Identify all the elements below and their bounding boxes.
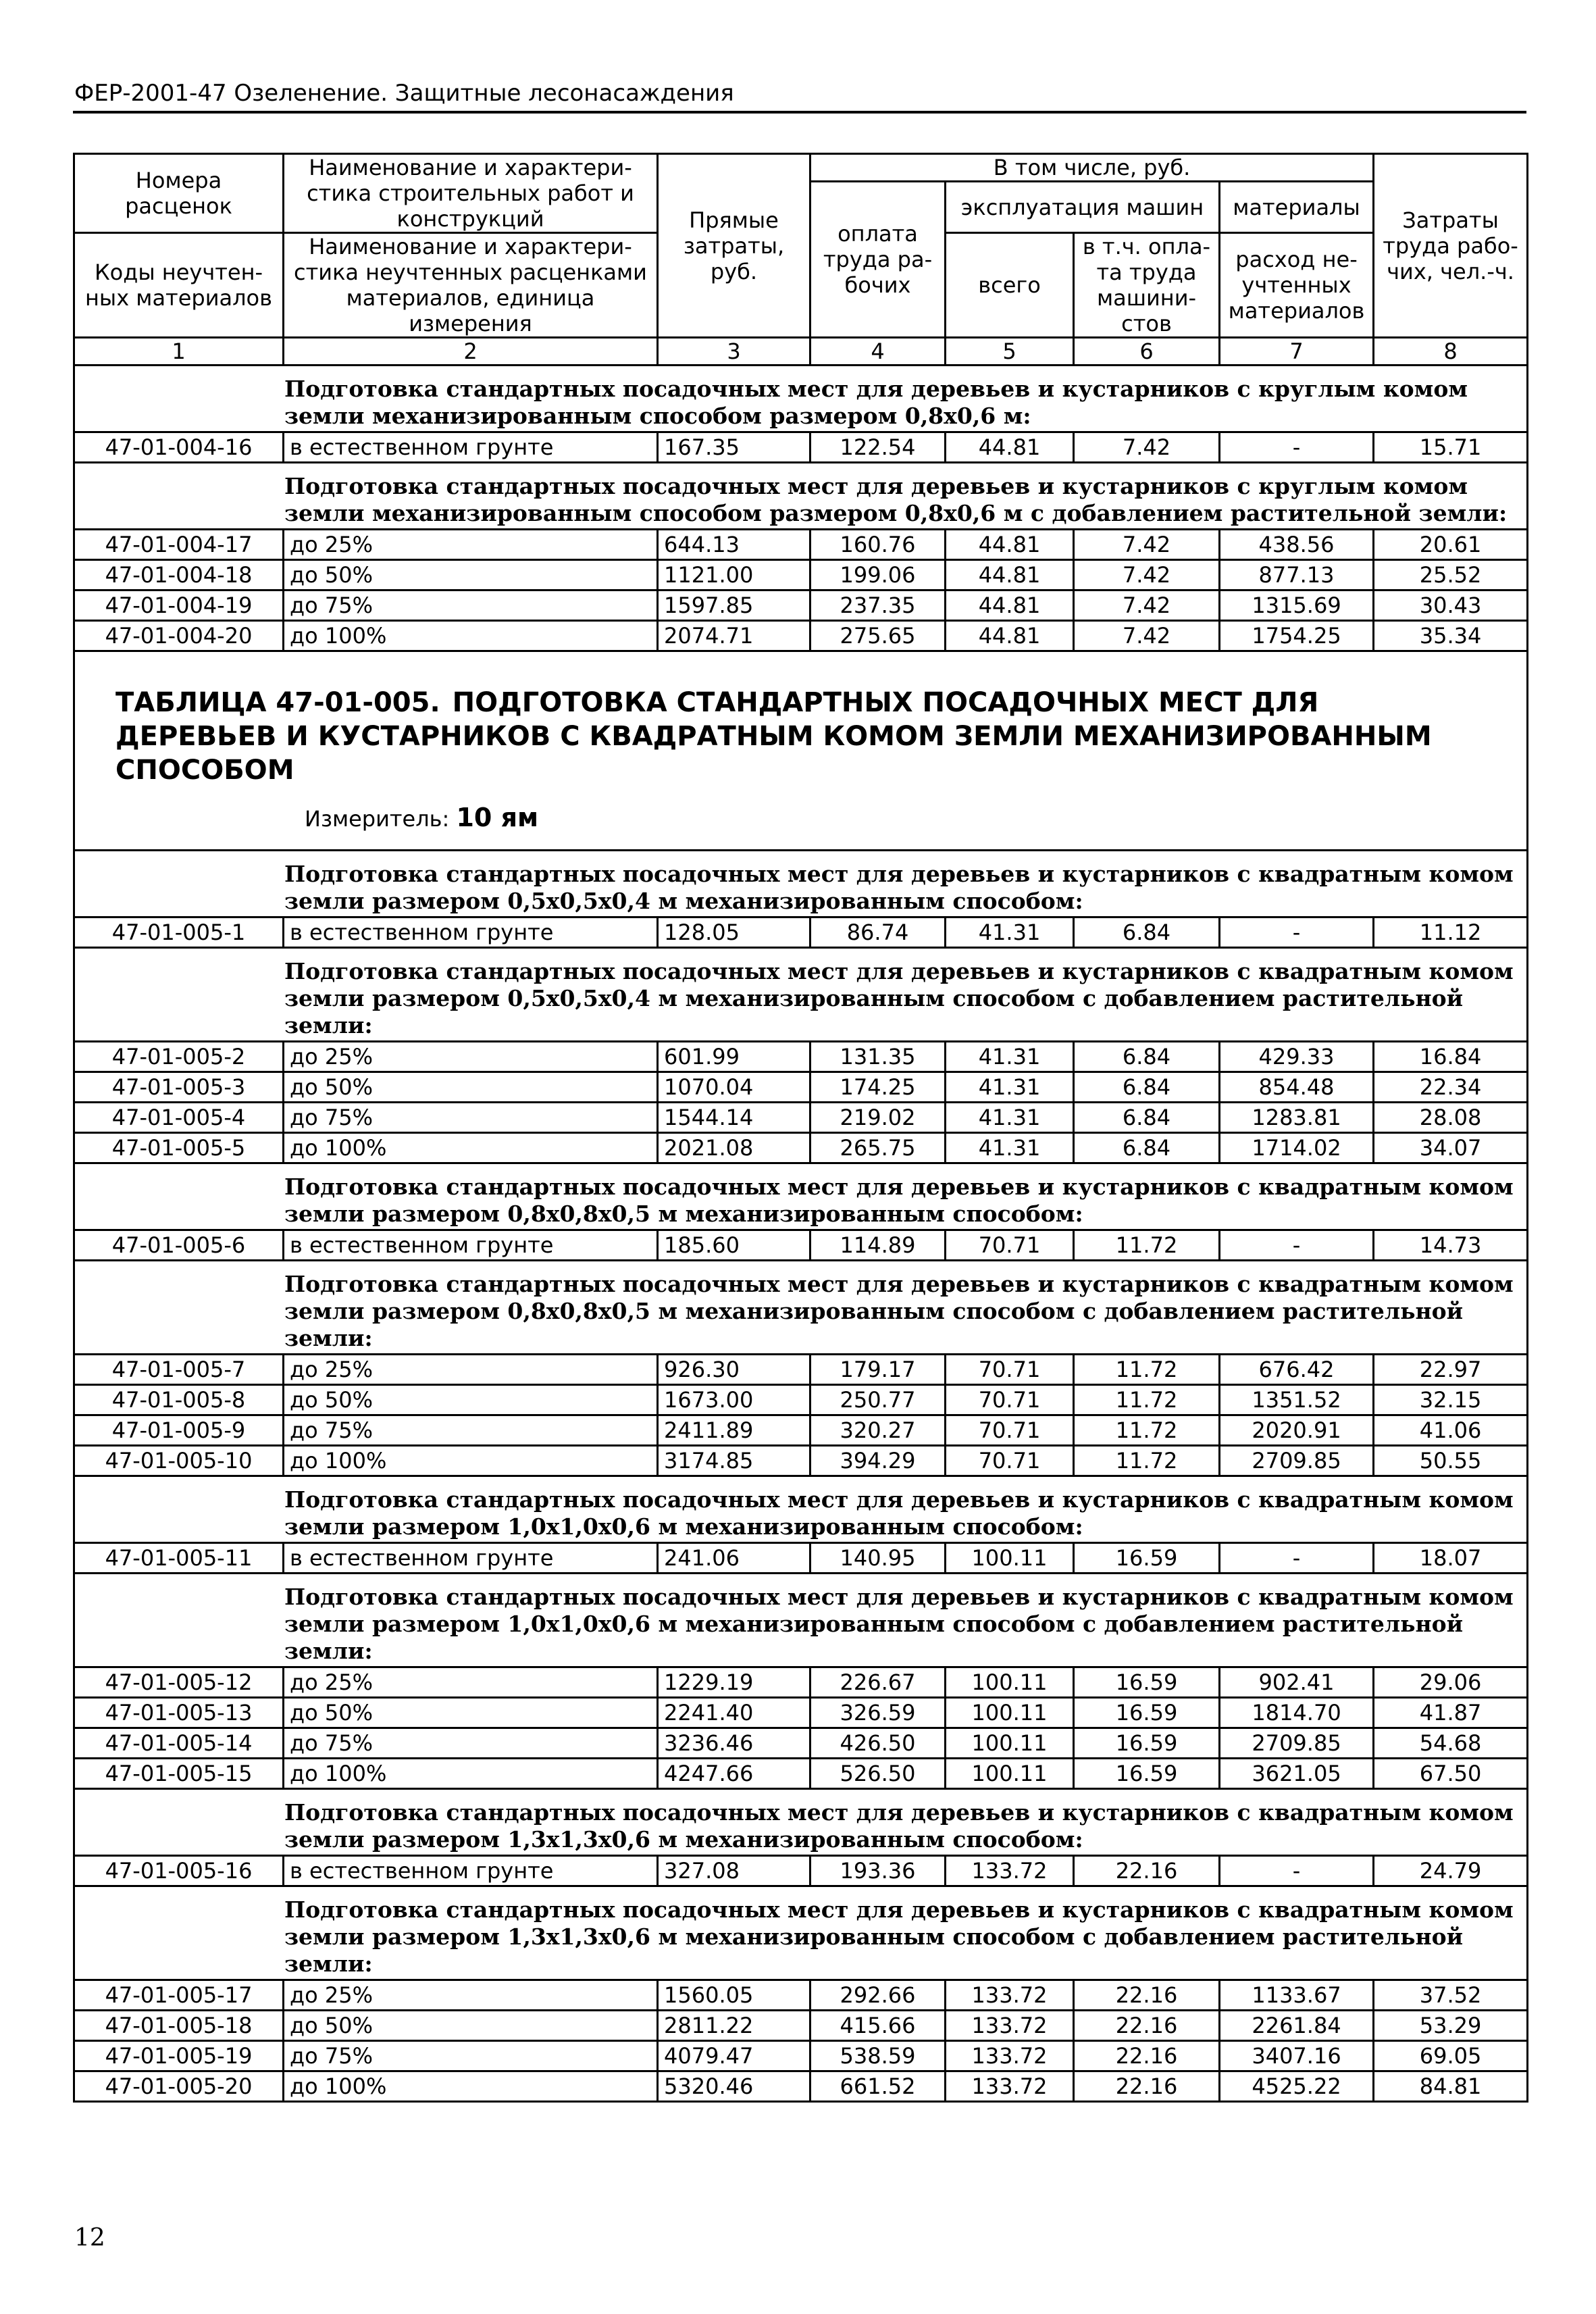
section-heading-row xyxy=(74,366,1528,432)
cell-machines-total: 133.72 xyxy=(946,2071,1074,2102)
table-row xyxy=(74,1355,1528,1385)
cell-operator-pay: 6.84 xyxy=(1074,1072,1220,1103)
cell-direct-costs: 2411.89 xyxy=(658,1415,810,1446)
cell-worker-pay: 199.06 xyxy=(810,560,946,590)
cell-material-usage: 877.13 xyxy=(1220,560,1374,590)
cell-direct-costs: 2811.22 xyxy=(658,2011,810,2041)
cell-worker-pay: 320.27 xyxy=(810,1415,946,1446)
cell-work-name: в естественном грунте xyxy=(284,432,658,463)
unit-of-measure xyxy=(115,805,1486,832)
cell-worker-pay: 193.36 xyxy=(810,1856,946,1886)
cell-labor-hours: 16.84 xyxy=(1374,1042,1528,1072)
cell-labor-hours: 69.05 xyxy=(1374,2041,1528,2071)
section-heading: Подготовка стандартных посадочных мест для деревьев и кустарников с квадратным комом земли размером 1,3х1,3х0,6 м механизированным способом с добавлением растительной земли: xyxy=(74,1886,1528,1980)
cell-direct-costs: 1544.14 xyxy=(658,1103,810,1133)
cell-machines-total: 44.81 xyxy=(946,621,1074,651)
cell-labor-hours: 35.34 xyxy=(1374,621,1528,651)
cell-labor-hours: 14.73 xyxy=(1374,1230,1528,1261)
cell-labor-hours: 25.52 xyxy=(1374,560,1528,590)
cell-rate-code: 47-01-005-1 xyxy=(74,917,284,948)
section-heading: Подготовка стандартных посадочных мест для деревьев и кустарников с круглым комом земли механизированным способом размером 0,8х0,6 м с добавлением растительной земли: xyxy=(74,463,1528,530)
cell-operator-pay: 22.16 xyxy=(1074,2041,1220,2071)
cell-rate-code: 47-01-005-10 xyxy=(74,1446,284,1476)
table-row xyxy=(74,1543,1528,1574)
cell-labor-hours: 30.43 xyxy=(1374,590,1528,621)
unit-label: Измеритель: xyxy=(305,806,450,832)
cell-operator-pay: 22.16 xyxy=(1074,2071,1220,2102)
cell-material-usage: 854.48 xyxy=(1220,1072,1374,1103)
cell-rate-code: 47-01-005-14 xyxy=(74,1728,284,1759)
cell-direct-costs: 1673.00 xyxy=(658,1385,810,1415)
table-row xyxy=(74,530,1528,560)
cell-worker-pay: 131.35 xyxy=(810,1042,946,1072)
cell-machines-total: 133.72 xyxy=(946,2041,1074,2071)
col-operator-pay-header: в т.ч. опла-та труда машини-стов xyxy=(1074,233,1220,338)
col-materials-header: материалы xyxy=(1220,182,1374,233)
cell-machines-total: 70.71 xyxy=(946,1385,1074,1415)
col-number: 3 xyxy=(658,338,810,366)
col-number: 7 xyxy=(1220,338,1374,366)
cell-direct-costs: 3174.85 xyxy=(658,1446,810,1476)
cell-operator-pay: 7.42 xyxy=(1074,590,1220,621)
cell-rate-code: 47-01-005-4 xyxy=(74,1103,284,1133)
section-heading: Подготовка стандартных посадочных мест для деревьев и кустарников с квадратным комом земли размером 1,0х1,0х0,6 м механизированным способом с добавлением растительной земли: xyxy=(74,1574,1528,1667)
cell-machines-total: 44.81 xyxy=(946,432,1074,463)
cell-machines-total: 100.11 xyxy=(946,1698,1074,1728)
cell-rate-code: 47-01-004-20 xyxy=(74,621,284,651)
cell-direct-costs: 2021.08 xyxy=(658,1133,810,1163)
cell-direct-costs: 601.99 xyxy=(658,1042,810,1072)
cell-rate-code: 47-01-005-5 xyxy=(74,1133,284,1163)
cell-work-name: до 75% xyxy=(284,1728,658,1759)
cell-material-usage: 1351.52 xyxy=(1220,1385,1374,1415)
cell-machines-total: 70.71 xyxy=(946,1230,1074,1261)
cell-machines-total: 41.31 xyxy=(946,1072,1074,1103)
section-heading-row xyxy=(74,1886,1528,1980)
cell-direct-costs: 2241.40 xyxy=(658,1698,810,1728)
table-title-text: ПОДГОТОВКА СТАНДАРТНЫХ ПОСАДОЧНЫХ МЕСТ ДЛЯ ДЕРЕВЬЕВ И КУСТАРНИКОВ С КВАДРАТНЫМ КОМОМ ЗЕМЛИ МЕХАНИЗИРОВАННЫМ СПОСОБОМ xyxy=(115,687,1432,786)
cell-material-usage: 438.56 xyxy=(1220,530,1374,560)
cell-work-name: до 100% xyxy=(284,1446,658,1476)
cell-labor-hours: 22.34 xyxy=(1374,1072,1528,1103)
cell-labor-hours: 11.12 xyxy=(1374,917,1528,948)
cell-work-name: до 75% xyxy=(284,2041,658,2071)
section-heading-row xyxy=(74,1163,1528,1230)
cell-rate-code: 47-01-005-17 xyxy=(74,1980,284,2011)
cell-operator-pay: 7.42 xyxy=(1074,432,1220,463)
cell-machines-total: 133.72 xyxy=(946,2011,1074,2041)
table-row xyxy=(74,1856,1528,1886)
table-row xyxy=(74,590,1528,621)
cell-material-usage: 3407.16 xyxy=(1220,2041,1374,2071)
cell-operator-pay: 7.42 xyxy=(1074,560,1220,590)
cell-work-name: до 50% xyxy=(284,1698,658,1728)
cell-direct-costs: 128.05 xyxy=(658,917,810,948)
cell-machines-total: 133.72 xyxy=(946,1980,1074,2011)
section-heading: Подготовка стандартных посадочных мест для деревьев и кустарников с квадратным комом земли размером 0,8х0,8х0,5 м механизированным способом с добавлением растительной земли: xyxy=(74,1261,1528,1355)
cell-worker-pay: 114.89 xyxy=(810,1230,946,1261)
cell-worker-pay: 140.95 xyxy=(810,1543,946,1574)
section-heading: Подготовка стандартных посадочных мест для деревьев и кустарников с квадратным комом земли размером 1,3х1,3х0,6 м механизированным способом: xyxy=(74,1789,1528,1856)
cell-work-name: до 50% xyxy=(284,1072,658,1103)
cell-labor-hours: 67.50 xyxy=(1374,1759,1528,1789)
cell-labor-hours: 54.68 xyxy=(1374,1728,1528,1759)
cell-worker-pay: 526.50 xyxy=(810,1759,946,1789)
cell-labor-hours: 29.06 xyxy=(1374,1667,1528,1698)
cell-work-name: до 25% xyxy=(284,1355,658,1385)
cell-operator-pay: 6.84 xyxy=(1074,917,1220,948)
cell-worker-pay: 219.02 xyxy=(810,1103,946,1133)
cell-rate-code: 47-01-005-3 xyxy=(74,1072,284,1103)
col-work-name-header: Наименование и характери-стика строительных работ и конструкций xyxy=(284,154,658,233)
cell-work-name: до 50% xyxy=(284,1385,658,1415)
cell-rate-code: 47-01-005-6 xyxy=(74,1230,284,1261)
cell-work-name: до 75% xyxy=(284,1415,658,1446)
cell-work-name: до 25% xyxy=(284,1980,658,2011)
cell-machines-total: 133.72 xyxy=(946,1856,1074,1886)
cell-material-usage: 1814.70 xyxy=(1220,1698,1374,1728)
table-header xyxy=(74,154,1528,366)
col-machines-header: эксплуатация машин xyxy=(946,182,1220,233)
cell-machines-total: 70.71 xyxy=(946,1355,1074,1385)
col-machines-total-header: всего xyxy=(946,233,1074,338)
cell-operator-pay: 6.84 xyxy=(1074,1103,1220,1133)
section-heading-row xyxy=(74,463,1528,530)
cell-labor-hours: 20.61 xyxy=(1374,530,1528,560)
section-heading: Подготовка стандартных посадочных мест для деревьев и кустарников с квадратным комом земли размером 0,5х0,5х0,4 м механизированным способом: xyxy=(74,851,1528,917)
cell-worker-pay: 326.59 xyxy=(810,1698,946,1728)
cell-rate-code: 47-01-005-9 xyxy=(74,1415,284,1446)
col-material-usage-header: расход не-учтенных материалов xyxy=(1220,233,1374,338)
section-heading: Подготовка стандартных посадочных мест для деревьев и кустарников с круглым комом земли механизированным способом размером 0,8х0,6 м: xyxy=(74,366,1528,432)
unit-value: 10 ям xyxy=(456,803,539,832)
cell-material-usage: 1315.69 xyxy=(1220,590,1374,621)
cell-direct-costs: 1121.00 xyxy=(658,560,810,590)
cell-machines-total: 100.11 xyxy=(946,1667,1074,1698)
cell-work-name: в естественном грунте xyxy=(284,1230,658,1261)
cell-direct-costs: 1560.05 xyxy=(658,1980,810,2011)
col-number: 8 xyxy=(1374,338,1528,366)
cell-rate-code: 47-01-005-20 xyxy=(74,2071,284,2102)
cell-operator-pay: 7.42 xyxy=(1074,621,1220,651)
col-material-name-header: Наименование и характери-стика неучтенных расценками материалов, единица измерения xyxy=(284,233,658,338)
table-row xyxy=(74,1446,1528,1476)
cell-operator-pay: 7.42 xyxy=(1074,530,1220,560)
table-title-row xyxy=(74,651,1528,851)
table-row xyxy=(74,432,1528,463)
table-row xyxy=(74,2011,1528,2041)
cell-worker-pay: 265.75 xyxy=(810,1133,946,1163)
cell-operator-pay: 11.72 xyxy=(1074,1415,1220,1446)
cell-rate-code: 47-01-004-18 xyxy=(74,560,284,590)
cell-operator-pay: 16.59 xyxy=(1074,1667,1220,1698)
cell-work-name: до 25% xyxy=(284,1042,658,1072)
table-number: ТАБЛИЦА 47-01-005. xyxy=(115,687,440,718)
cell-operator-pay: 16.59 xyxy=(1074,1698,1220,1728)
cell-machines-total: 70.71 xyxy=(946,1446,1074,1476)
table-row xyxy=(74,1980,1528,2011)
section-heading: Подготовка стандартных посадочных мест для деревьев и кустарников с квадратным комом земли размером 1,0х1,0х0,6 м механизированным способом: xyxy=(74,1476,1528,1543)
cell-operator-pay: 22.16 xyxy=(1074,2011,1220,2041)
table-row xyxy=(74,1759,1528,1789)
col-number: 5 xyxy=(946,338,1074,366)
cell-worker-pay: 122.54 xyxy=(810,432,946,463)
table-row xyxy=(74,1415,1528,1446)
cell-worker-pay: 86.74 xyxy=(810,917,946,948)
cell-labor-hours: 24.79 xyxy=(1374,1856,1528,1886)
table-row xyxy=(74,1385,1528,1415)
cell-machines-total: 100.11 xyxy=(946,1759,1074,1789)
running-head-rule xyxy=(73,111,1526,114)
cell-operator-pay: 6.84 xyxy=(1074,1042,1220,1072)
cell-material-usage: - xyxy=(1220,917,1374,948)
table-row xyxy=(74,621,1528,651)
cell-operator-pay: 16.59 xyxy=(1074,1759,1220,1789)
cell-direct-costs: 5320.46 xyxy=(658,2071,810,2102)
table-row xyxy=(74,1728,1528,1759)
cell-machines-total: 41.31 xyxy=(946,917,1074,948)
cell-labor-hours: 37.52 xyxy=(1374,1980,1528,2011)
price-table xyxy=(73,153,1528,2103)
cell-worker-pay: 661.52 xyxy=(810,2071,946,2102)
cell-material-usage: 2709.85 xyxy=(1220,1446,1374,1476)
section-heading-row xyxy=(74,1574,1528,1667)
cell-direct-costs: 3236.46 xyxy=(658,1728,810,1759)
col-including-header: В том числе, руб. xyxy=(810,154,1374,182)
table-row xyxy=(74,1230,1528,1261)
col-rate-numbers-header: Номера расценок xyxy=(74,154,284,233)
table-row xyxy=(74,2041,1528,2071)
table-row xyxy=(74,1042,1528,1072)
col-direct-costs-header: Прямые затраты, руб. xyxy=(658,154,810,338)
section-heading-row xyxy=(74,851,1528,917)
cell-machines-total: 41.31 xyxy=(946,1042,1074,1072)
col-number: 2 xyxy=(284,338,658,366)
cell-machines-total: 44.81 xyxy=(946,590,1074,621)
cell-direct-costs: 241.06 xyxy=(658,1543,810,1574)
col-worker-pay-header: оплата труда ра-бочих xyxy=(810,182,946,338)
cell-operator-pay: 11.72 xyxy=(1074,1355,1220,1385)
cell-labor-hours: 22.97 xyxy=(1374,1355,1528,1385)
col-number: 1 xyxy=(74,338,284,366)
cell-work-name: до 75% xyxy=(284,1103,658,1133)
cell-rate-code: 47-01-005-13 xyxy=(74,1698,284,1728)
cell-material-usage: 1714.02 xyxy=(1220,1133,1374,1163)
cell-direct-costs: 1597.85 xyxy=(658,590,810,621)
cell-material-usage: - xyxy=(1220,1856,1374,1886)
cell-direct-costs: 644.13 xyxy=(658,530,810,560)
cell-direct-costs: 2074.71 xyxy=(658,621,810,651)
cell-work-name: до 50% xyxy=(284,2011,658,2041)
cell-machines-total: 100.11 xyxy=(946,1728,1074,1759)
cell-machines-total: 70.71 xyxy=(946,1415,1074,1446)
table-row xyxy=(74,917,1528,948)
cell-material-usage: 1754.25 xyxy=(1220,621,1374,651)
col-number: 4 xyxy=(810,338,946,366)
cell-direct-costs: 926.30 xyxy=(658,1355,810,1385)
column-numbers-row xyxy=(74,338,1528,366)
section-heading-row xyxy=(74,1789,1528,1856)
section-heading-row xyxy=(74,1261,1528,1355)
cell-machines-total: 41.31 xyxy=(946,1133,1074,1163)
cell-worker-pay: 250.77 xyxy=(810,1385,946,1415)
cell-work-name: в естественном грунте xyxy=(284,917,658,948)
page-number: 12 xyxy=(74,2224,105,2252)
cell-worker-pay: 226.67 xyxy=(810,1667,946,1698)
cell-machines-total: 41.31 xyxy=(946,1103,1074,1133)
section-heading: Подготовка стандартных посадочных мест для деревьев и кустарников с квадратным комом земли размером 0,5х0,5х0,4 м механизированным способом с добавлением растительной земли: xyxy=(74,948,1528,1042)
cell-rate-code: 47-01-005-11 xyxy=(74,1543,284,1574)
cell-labor-hours: 18.07 xyxy=(1374,1543,1528,1574)
cell-labor-hours: 32.15 xyxy=(1374,1385,1528,1415)
cell-material-usage: - xyxy=(1220,1230,1374,1261)
cell-labor-hours: 41.06 xyxy=(1374,1415,1528,1446)
table-row xyxy=(74,2071,1528,2102)
cell-operator-pay: 11.72 xyxy=(1074,1446,1220,1476)
running-head: ФЕР-2001-47 Озеленение. Защитные лесонасаждения xyxy=(74,80,734,107)
cell-material-usage: 1133.67 xyxy=(1220,1980,1374,2011)
table-title xyxy=(115,686,1486,787)
cell-labor-hours: 28.08 xyxy=(1374,1103,1528,1133)
cell-labor-hours: 34.07 xyxy=(1374,1133,1528,1163)
cell-direct-costs: 4247.66 xyxy=(658,1759,810,1789)
cell-worker-pay: 394.29 xyxy=(810,1446,946,1476)
cell-rate-code: 47-01-005-8 xyxy=(74,1385,284,1415)
cell-worker-pay: 426.50 xyxy=(810,1728,946,1759)
cell-worker-pay: 275.65 xyxy=(810,621,946,651)
cell-rate-code: 47-01-005-16 xyxy=(74,1856,284,1886)
cell-material-usage: 429.33 xyxy=(1220,1042,1374,1072)
cell-rate-code: 47-01-004-16 xyxy=(74,432,284,463)
col-labor-hours-header: Затраты труда рабо-чих, чел.-ч. xyxy=(1374,154,1528,338)
cell-worker-pay: 174.25 xyxy=(810,1072,946,1103)
table-row xyxy=(74,1667,1528,1698)
cell-labor-hours: 41.87 xyxy=(1374,1698,1528,1728)
col-material-codes-header: Коды неучтен-ных материалов xyxy=(74,233,284,338)
cell-worker-pay: 179.17 xyxy=(810,1355,946,1385)
cell-operator-pay: 16.59 xyxy=(1074,1543,1220,1574)
cell-machines-total: 44.81 xyxy=(946,530,1074,560)
table-row xyxy=(74,560,1528,590)
cell-worker-pay: 160.76 xyxy=(810,530,946,560)
cell-work-name: до 100% xyxy=(284,1759,658,1789)
cell-labor-hours: 53.29 xyxy=(1374,2011,1528,2041)
cell-material-usage: 3621.05 xyxy=(1220,1759,1374,1789)
cell-rate-code: 47-01-005-15 xyxy=(74,1759,284,1789)
cell-material-usage: 2261.84 xyxy=(1220,2011,1374,2041)
cell-rate-code: 47-01-005-18 xyxy=(74,2011,284,2041)
cell-operator-pay: 11.72 xyxy=(1074,1385,1220,1415)
cell-work-name: до 25% xyxy=(284,530,658,560)
cell-rate-code: 47-01-005-2 xyxy=(74,1042,284,1072)
cell-direct-costs: 167.35 xyxy=(658,432,810,463)
cell-work-name: в естественном грунте xyxy=(284,1856,658,1886)
cell-direct-costs: 4079.47 xyxy=(658,2041,810,2071)
cell-work-name: до 100% xyxy=(284,2071,658,2102)
section-heading-row xyxy=(74,1476,1528,1543)
table-row xyxy=(74,1698,1528,1728)
cell-machines-total: 100.11 xyxy=(946,1543,1074,1574)
cell-material-usage: 2020.91 xyxy=(1220,1415,1374,1446)
section-heading-row xyxy=(74,948,1528,1042)
section-heading: Подготовка стандартных посадочных мест для деревьев и кустарников с квадратным комом земли размером 0,8х0,8х0,5 м механизированным способом: xyxy=(74,1163,1528,1230)
cell-work-name: до 100% xyxy=(284,621,658,651)
cell-material-usage: 4525.22 xyxy=(1220,2071,1374,2102)
cell-work-name: до 100% xyxy=(284,1133,658,1163)
table-title-cell xyxy=(74,651,1528,851)
cell-operator-pay: 16.59 xyxy=(1074,1728,1220,1759)
cell-material-usage: 1283.81 xyxy=(1220,1103,1374,1133)
cell-direct-costs: 1229.19 xyxy=(658,1667,810,1698)
cell-operator-pay: 6.84 xyxy=(1074,1133,1220,1163)
cell-rate-code: 47-01-005-7 xyxy=(74,1355,284,1385)
table-row xyxy=(74,1133,1528,1163)
table-row xyxy=(74,1103,1528,1133)
cell-direct-costs: 185.60 xyxy=(658,1230,810,1261)
table-row xyxy=(74,1072,1528,1103)
cell-work-name: до 75% xyxy=(284,590,658,621)
cell-direct-costs: 1070.04 xyxy=(658,1072,810,1103)
col-number: 6 xyxy=(1074,338,1220,366)
cell-material-usage: 2709.85 xyxy=(1220,1728,1374,1759)
cell-operator-pay: 11.72 xyxy=(1074,1230,1220,1261)
cell-rate-code: 47-01-004-19 xyxy=(74,590,284,621)
cell-material-usage: - xyxy=(1220,1543,1374,1574)
cell-material-usage: - xyxy=(1220,432,1374,463)
cell-labor-hours: 84.81 xyxy=(1374,2071,1528,2102)
cell-labor-hours: 50.55 xyxy=(1374,1446,1528,1476)
cell-operator-pay: 22.16 xyxy=(1074,1856,1220,1886)
cell-work-name: в естественном грунте xyxy=(284,1543,658,1574)
cell-material-usage: 676.42 xyxy=(1220,1355,1374,1385)
cell-labor-hours: 15.71 xyxy=(1374,432,1528,463)
cell-worker-pay: 292.66 xyxy=(810,1980,946,2011)
cell-direct-costs: 327.08 xyxy=(658,1856,810,1886)
cell-work-name: до 25% xyxy=(284,1667,658,1698)
cell-worker-pay: 538.59 xyxy=(810,2041,946,2071)
table-body xyxy=(74,366,1528,2102)
cell-rate-code: 47-01-005-12 xyxy=(74,1667,284,1698)
cell-worker-pay: 415.66 xyxy=(810,2011,946,2041)
cell-operator-pay: 22.16 xyxy=(1074,1980,1220,2011)
cell-machines-total: 44.81 xyxy=(946,560,1074,590)
cell-work-name: до 50% xyxy=(284,560,658,590)
cell-worker-pay: 237.35 xyxy=(810,590,946,621)
cell-material-usage: 902.41 xyxy=(1220,1667,1374,1698)
cell-rate-code: 47-01-004-17 xyxy=(74,530,284,560)
cell-rate-code: 47-01-005-19 xyxy=(74,2041,284,2071)
